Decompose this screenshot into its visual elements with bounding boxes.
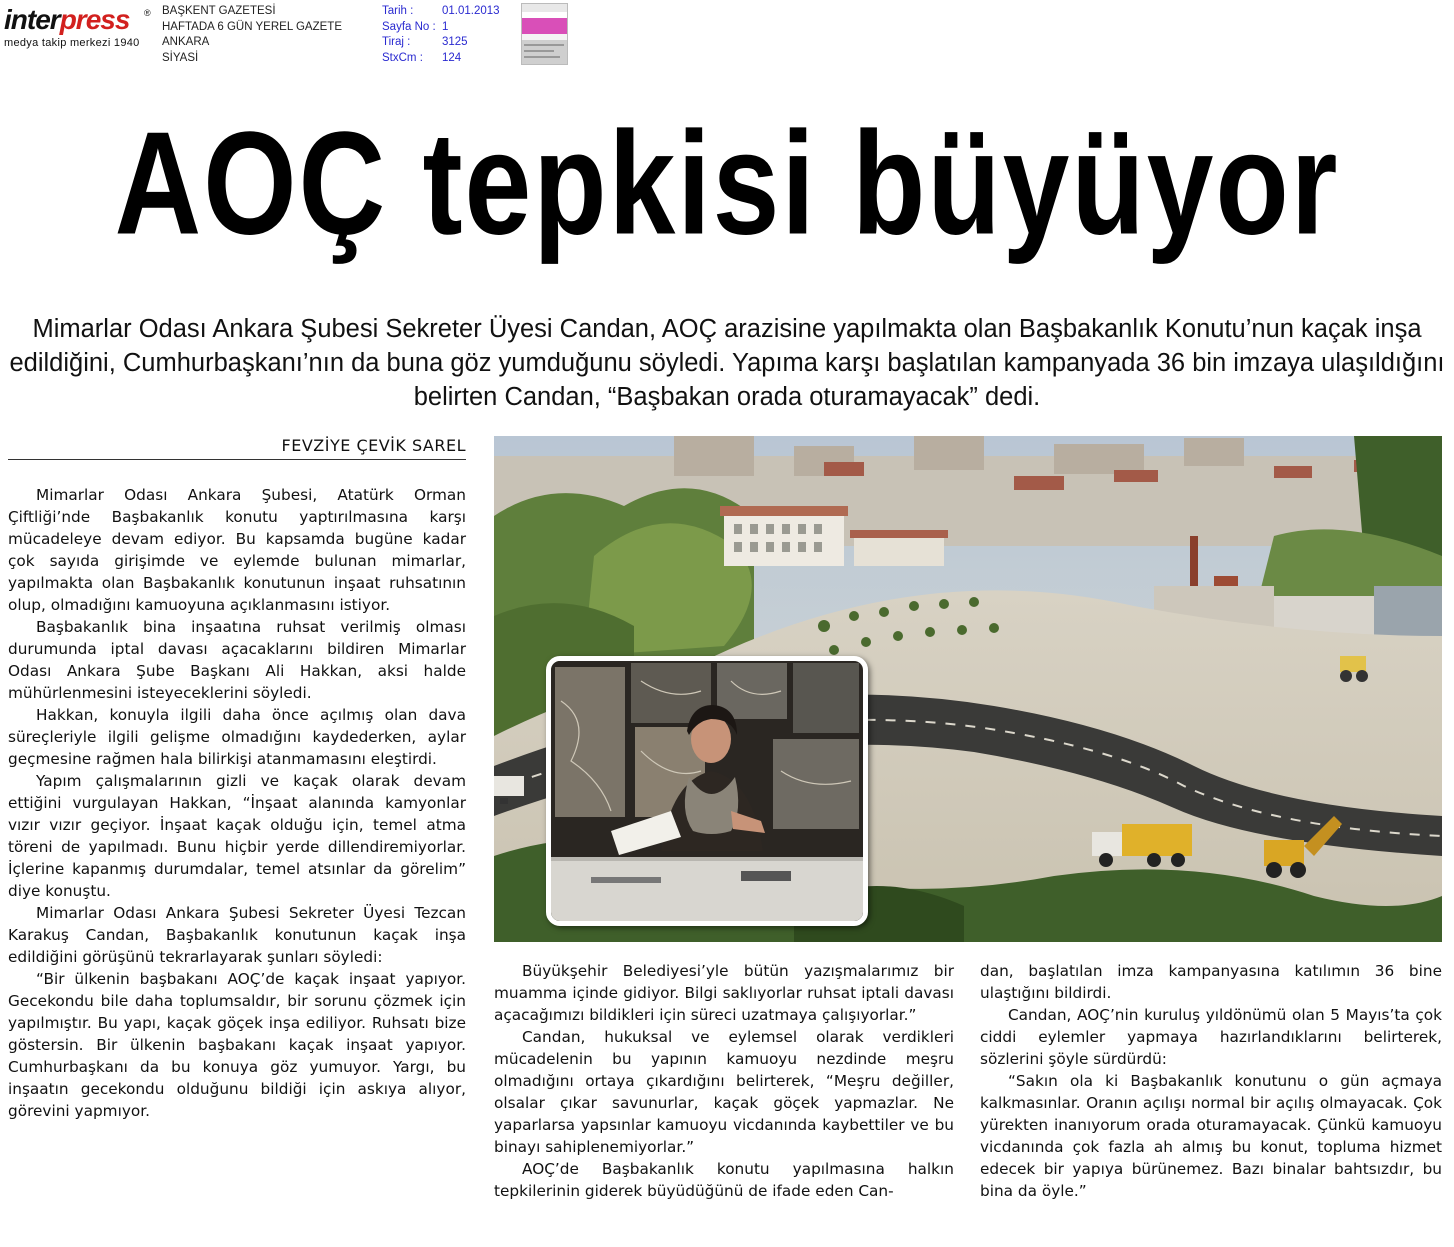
meta-row-page bbox=[382, 20, 500, 36]
publication-city: ANKARA bbox=[162, 36, 210, 48]
meta-label: Tiraj : bbox=[382, 36, 411, 48]
meta-value: 124 bbox=[442, 51, 462, 64]
paragraph: Başbakanlık bina inşaatına ruhsat verilmiş olması durumunda iptal davası açacaklarını bildiren Mimarlar Odası Ankara Şube Başkanı Ali Hakkan, aksi halde mühürlenmesini isteyeceklerini söyledi. bbox=[8, 618, 466, 702]
speaker-inset-photo bbox=[546, 656, 868, 926]
thumb-line bbox=[524, 44, 564, 46]
meta-value: 3125 bbox=[442, 36, 468, 48]
logo-wordmark bbox=[4, 6, 144, 34]
meta-row-circulation bbox=[382, 35, 500, 51]
meta-value: 1 bbox=[442, 20, 449, 33]
registered-mark: ® bbox=[144, 8, 151, 18]
thumb-line bbox=[524, 50, 554, 52]
meta-label: StxCm : bbox=[382, 51, 423, 64]
headline: AOÇ tepkisi büyüyor bbox=[114, 101, 1340, 266]
publication-frequency: HAFTADA 6 GÜN YEREL GAZETE bbox=[162, 20, 342, 33]
article-column-3 bbox=[980, 960, 1442, 1202]
paragraph: “Sakın ola ki Başbakanlık konutunu o gün açmaya kalkmasınlar. Oranın açılışı normal bir açılış olmayacak. Çok yürekten inanıyorum orada oturamayacak. Çünkü kamuoyu vicdanında çok fazla ah almış bu konut, topluma hizmet edecek bir yapıya bürünemez. Bazı binalar bahtsızdır, bu bina da öyle.” bbox=[980, 1072, 1442, 1200]
logo-subtitle: medya takip merkezi 1940 bbox=[4, 37, 140, 49]
paragraph: Büyükşehir Belediyesi’yle bütün yazışmalarımız bir muamma içinde gidiyor. Bilgi saklıyorlar ruhsat iptali davası açacağımızı bildikleri için süreci uzatmaya çalışıyorlar.” bbox=[494, 962, 954, 1024]
publication-category: SİYASİ bbox=[162, 51, 199, 64]
speaker-illustration bbox=[551, 661, 863, 921]
byline: FEVZİYE ÇEVİK SAREL bbox=[8, 436, 466, 460]
meta-value: 01.01.2013 bbox=[442, 5, 500, 17]
interpress-logo bbox=[4, 4, 151, 49]
meta-label: Tarih : bbox=[382, 5, 414, 17]
logo-prefix: inter bbox=[4, 4, 60, 35]
paragraph: dan, başlatılan imza kampanyasına katılımın 36 bine ulaştığını bildirdi. bbox=[980, 962, 1442, 1002]
meta-label: Sayfa No : bbox=[382, 20, 436, 33]
publication-name: BAŞKENT GAZETESİ bbox=[162, 5, 276, 17]
paragraph: Mimarlar Odası Ankara Şubesi, Atatürk Orman Çiftliği’nde Başbakanlık konutu yaptırılmasına karşı mücadeleye devam ediyor. Bu kapsamda bugüne kadar çok sayıda girişimde ve eylemde bulunan mimarlar, yapılmakta olan Başbakanlık konutunun inşaat ruhsatının olup, olmadığını kamuoyuna açıklanmasını istiyor. bbox=[8, 486, 466, 614]
article-column-2 bbox=[494, 960, 954, 1202]
publication-info bbox=[162, 4, 342, 66]
article-column-1 bbox=[8, 484, 466, 1122]
paragraph: Mimarlar Odası Ankara Şubesi Sekreter Üyesi Tezcan Karakuş Candan, Başbakanlık konutunun kaçak inşa edildiğini görüşünü tekrarlayarak şunları söyledi: bbox=[8, 904, 466, 966]
paragraph: Hakkan, konuyla ilgili daha önce açılmış olan dava süreçleriyle ilgili gelişme olmadığını kaydederken, aylar geçmesine rağmen hala bilirkişi atanmamasını eleştirdi. bbox=[8, 706, 466, 768]
meta-row-stxcm bbox=[382, 51, 500, 67]
meta-row-date bbox=[382, 4, 500, 20]
thumb-line bbox=[524, 56, 560, 58]
paragraph: Candan, AOÇ’nin kuruluş yıldönümü olan 5 Mayıs’ta çok ciddi eylemler yapmaya hazırlandıklarını belirterek, sözlerini şöyle sürdürdü: bbox=[980, 1006, 1442, 1068]
paragraph: AOÇ’de Başbakanlık konutu yapılmasına halkın tepkilerinin giderek büyüdüğünü de ifade eden Can- bbox=[494, 1160, 954, 1200]
newspaper-thumbnail[interactable] bbox=[521, 3, 568, 65]
paragraph: “Bir ülkenin başbakanı AOÇ’de kaçak inşaat yapıyor. Gecekondu bile daha toplumsaldır, bir sorunu çözmek için yapılmıştır. Bu yapı, kaçak göçek inşa ediliyor. Ruhsatı bize göstersin. Bir ülkenin başbakanı kaçak inşaat yapıyor. Cumhurbaşkanı da bu konuya göz yumuyor. Yargı, bu inşaatın gecekondu olduğunu bildiği için askıya alıyor, görevini yapmıyor. bbox=[8, 970, 466, 1120]
paragraph: Yapım çalışmalarının gizli ve kaçak olarak devam ettiğini vurgulayan Hakkan, “İnşaat alanında kamyonlar vızır vızır geçiyor. İnşaat kaçak olduğu için, temel atma töreni de yapılmadı. Bunu hiçbir yerde dillendiremiyorlar. İçlerine kapanmış durumdalar, temel atsınlar da görelim” diye konuştu. bbox=[8, 772, 466, 900]
paragraph: Candan, hukuksal ve eylemsel olarak verdikleri mücadelenin bu yapının kamuoyu nezdinde meşru olmadığını ortaya çıkardığını belirterek, “Meşru değiller, olsalar çıkar savunurlar, kaçak göçek yapmazlar. Ne yaparlarsa yapsınlar kamuoyu vicdanında kaybettiler ve bu binayı sahiplenemiyorlar.” bbox=[494, 1028, 954, 1156]
clipping-meta bbox=[382, 4, 500, 66]
logo-suffix: press bbox=[59, 4, 130, 35]
deck-summary: Mimarlar Odası Ankara Şubesi Sekreter Üyesi Candan, AOÇ arazisine yapılmakta olan Başbakanlık Konutu’nun kaçak inşa edildiğini, Cumhurbaşkanı’nın da buna göz yumduğunu söyledi. Yapıma karşı başlatılan kampanyada 36 bin imzaya ulaşıldığını belirten Candan, “Başbakan orada oturamayacak” dedi. bbox=[9, 315, 1445, 411]
